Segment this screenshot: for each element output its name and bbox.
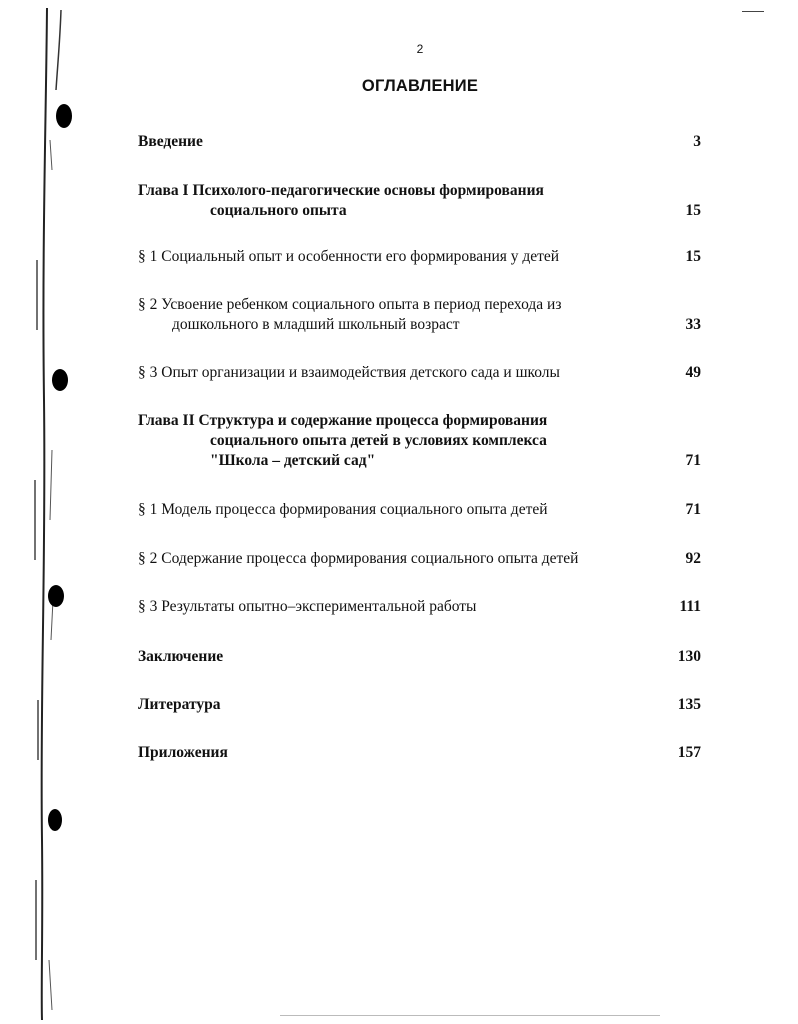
toc-entry-page: 49: [685, 364, 701, 381]
scan-mark: [280, 1015, 660, 1016]
toc-entry-page: 3: [693, 133, 701, 150]
toc-entry-label: Глава I Психолого-педагогические основы формирования: [138, 182, 544, 199]
toc-entry-page: 111: [679, 598, 701, 615]
page-number: 2: [416, 42, 424, 56]
toc-entry-page: 33: [685, 316, 701, 333]
toc-entry-label: Приложения: [138, 744, 228, 761]
toc-entry-label-continuation: "Школа – детский сад": [210, 452, 376, 469]
toc-entry-page: 135: [677, 696, 701, 713]
punch-hole: [48, 809, 62, 831]
binding-edge-artifact: [0, 0, 80, 1024]
scan-mark: [742, 11, 764, 12]
toc-entry-label: Литература: [138, 696, 221, 713]
toc-entry-label: § 3 Опыт организации и взаимодействия детского сада и школы: [138, 364, 560, 381]
toc-entry-page: 130: [677, 648, 701, 665]
page-title: ОГЛАВЛЕНИЕ: [361, 77, 479, 95]
toc-entry-label: § 2 Содержание процесса формирования социального опыта детей: [138, 550, 579, 567]
toc-entry-page: 157: [677, 744, 701, 761]
punch-hole: [48, 585, 64, 607]
toc-entry-label: § 3 Результаты опытно–экспериментальной работы: [138, 598, 477, 615]
toc-entry-page: 92: [685, 550, 701, 567]
punch-hole: [52, 369, 68, 391]
toc-entry-label: Глава II Структура и содержание процесса формирования: [138, 412, 548, 429]
toc-entry-label: Заключение: [138, 648, 224, 665]
toc-entry-label-continuation: дошкольного в младший школьный возраст: [172, 316, 460, 333]
toc-entry-page: 71: [685, 452, 701, 469]
toc-entry-label: § 1 Модель процесса формирования социального опыта детей: [138, 501, 548, 518]
toc-entry-label: § 2 Усвоение ребенком социального опыта в период перехода из: [138, 296, 562, 313]
toc-entry-page: 15: [685, 202, 701, 219]
toc-entry-label-continuation: социального опыта: [210, 202, 347, 219]
punch-hole: [56, 104, 72, 128]
toc-entry-label: Введение: [138, 133, 203, 150]
toc-entry-page: 71: [685, 501, 701, 518]
toc-entry-label-continuation: социального опыта детей в условиях комплекса: [210, 432, 547, 449]
toc-entry-label: § 1 Социальный опыт и особенности его формирования у детей: [138, 248, 560, 265]
toc-entry-page: 15: [685, 248, 701, 265]
